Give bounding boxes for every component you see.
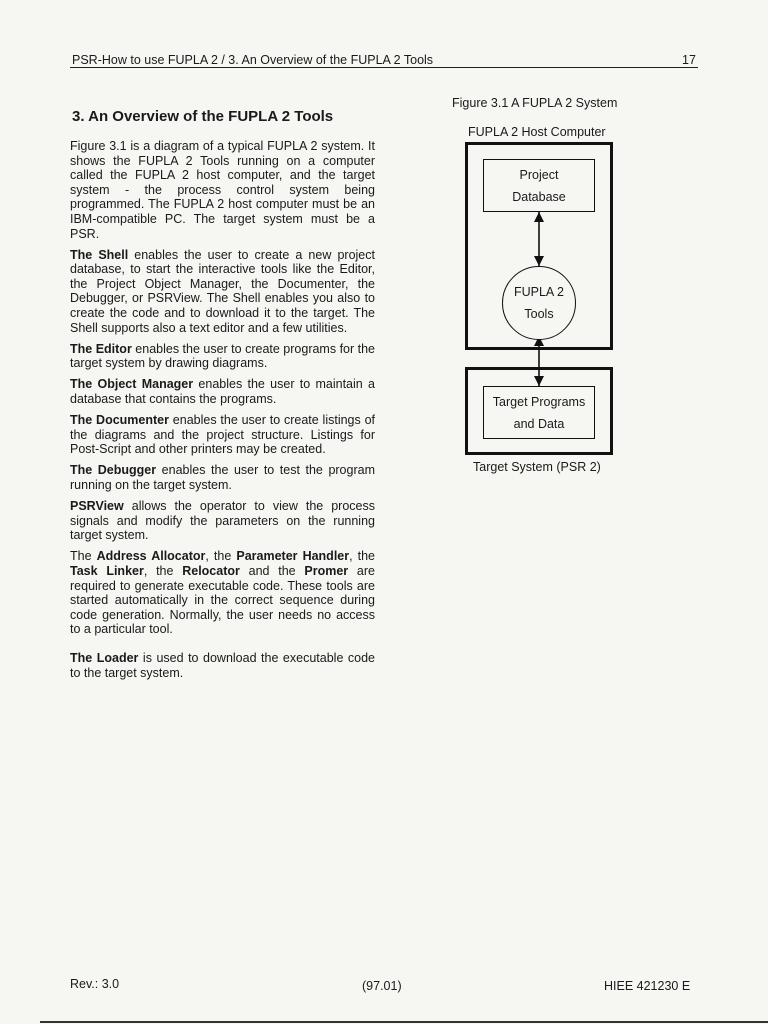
footer-date: (97.01) bbox=[362, 979, 402, 993]
paragraph-text: allows the operator to view the process signals and modify the parameters on the running target system. bbox=[70, 499, 375, 543]
tool-name: Relocator bbox=[182, 563, 240, 578]
project-database-box bbox=[483, 159, 595, 212]
database-line-1: Project bbox=[519, 167, 559, 182]
tool-name: Parameter Handler bbox=[236, 549, 350, 564]
target-programs-box bbox=[483, 386, 595, 439]
target-programs-line-2: and Data bbox=[513, 416, 565, 431]
footer-rule bbox=[40, 1021, 768, 1023]
paragraph-text: , the bbox=[349, 549, 376, 564]
paragraph-text: are required to generate executable code. These tools are started automatically in the correct sequence during code generation. Normally, the user needs no access to a particular tool. bbox=[70, 563, 375, 637]
paragraph-text: Figure 3.1 is a diagram of a typical FUPLA 2 system. It shows the FUPLA 2 Tools running on a computer called the FUPLA 2 host computer, and the target system - the process control system being programmed. The FUPLA 2 host computer must be an IBM-compatible PC. The target system must be a PSR. bbox=[70, 139, 375, 241]
target-programs-line-1: Target Programs bbox=[492, 394, 586, 409]
tool-name: The Loader bbox=[70, 650, 139, 665]
tools-line-2: Tools bbox=[524, 307, 554, 321]
tool-name: Address Allocator bbox=[96, 549, 206, 564]
tool-name: PSRView bbox=[70, 499, 124, 514]
paragraph-text: enables the user to create a new project database, to start the interactive tools like the Editor, the Project Object Manager, the Documenter, the Debugger, or PSRView. The Shell enables you also to create the code and to download it to the target. The Shell supports also a text editor and a few utilities. bbox=[70, 247, 375, 335]
tools-line-1: FUPLA 2 bbox=[513, 285, 565, 299]
paragraph-text: is used to download the executable code to the target system. bbox=[70, 650, 376, 680]
arrowhead-down bbox=[534, 376, 544, 386]
footer-revision: Rev.: 3.0 bbox=[70, 977, 120, 991]
tool-name: The Documenter bbox=[70, 413, 169, 428]
section-heading: 3. An Overview of the FUPLA 2 Tools bbox=[72, 108, 334, 125]
footer-doc-id: HIEE 421230 E bbox=[604, 979, 691, 993]
fupla-tools-circle bbox=[502, 266, 576, 340]
paragraph-text: enables the user to maintain a database that contains the programs. bbox=[70, 377, 375, 406]
tool-name: The Shell bbox=[70, 247, 129, 262]
page-number: 17 bbox=[682, 53, 696, 67]
target-system-label: Target System (PSR 2) bbox=[473, 460, 601, 474]
running-header-title: PSR-How to use FUPLA 2 / 3. An Overview of the FUPLA 2 Tools bbox=[72, 53, 434, 67]
arrowhead-up bbox=[534, 212, 544, 222]
paragraph-text: enables the user to create listings of the diagrams and the project structure. Listings for Post-Script and other printers may be created. bbox=[70, 413, 375, 457]
tool-name: The Object Manager bbox=[70, 377, 194, 392]
paragraph-text: and the bbox=[239, 563, 305, 578]
arrowhead-down bbox=[534, 256, 544, 266]
paragraph-text: enables the user to create programs for the target system by drawing diagrams. bbox=[70, 341, 376, 371]
database-line-2: Database bbox=[512, 189, 566, 204]
paragraph-text: The bbox=[70, 549, 97, 564]
paragraph-text: , the bbox=[205, 549, 237, 564]
tool-name: The Editor bbox=[70, 341, 132, 356]
host-computer-label: FUPLA 2 Host Computer bbox=[468, 125, 606, 139]
tool-name: The Debugger bbox=[70, 463, 157, 478]
paragraph-text: enables the user to test the program running on the target system. bbox=[70, 463, 375, 492]
paragraph-text: , the bbox=[143, 563, 183, 578]
tool-name: Task Linker bbox=[70, 563, 144, 578]
figure-caption: Figure 3.1 A FUPLA 2 System bbox=[452, 96, 618, 110]
tool-name: Promer bbox=[304, 563, 349, 578]
